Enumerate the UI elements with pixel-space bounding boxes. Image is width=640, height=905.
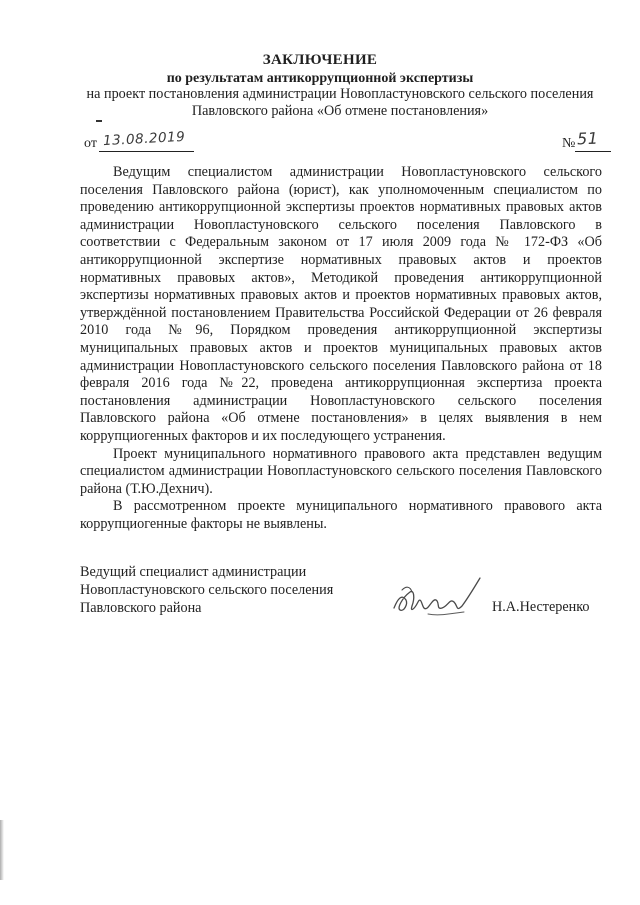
signer-position-line: Ведущий специалист администрации [80, 564, 307, 580]
scan-mark [96, 120, 102, 122]
handwritten-date: 13.08.2019 [102, 128, 186, 150]
signer-position [80, 564, 333, 617]
handwritten-number: 51 [577, 128, 600, 149]
number-field [562, 128, 611, 152]
document-title: ЗАКЛЮЧЕНИЕ [262, 52, 378, 68]
date-prefix: от [84, 136, 97, 151]
document-subtitle: по результатам антикоррупционной экспертизы [166, 71, 474, 86]
paragraph-presented: Проект муниципального нормативного правового акта представлен ведущим специалистом администрации Новопластуновского сельского поселения Павловского района (Т.Ю.Дехнич). [80, 445, 602, 497]
handwritten-signature [388, 568, 488, 624]
signer-position-line: Павловского района [80, 599, 202, 616]
signer-name: Н.А.Нестеренко [492, 599, 590, 615]
project-description: на проект постановления администрации Новопластуновского сельского поселения Павловского района «Об отмене постановления» [86, 86, 594, 119]
signer-position-line: Новопластуновского сельского поселения [80, 581, 334, 598]
date-field [84, 128, 194, 152]
number-prefix: № [562, 136, 576, 151]
document-body [80, 164, 602, 533]
paragraph-conclusion: В рассмотренном проекте муниципального нормативного правового акта коррупциогенные факторы не выявлены. [80, 498, 602, 532]
scan-edge-shadow [0, 820, 4, 880]
date-line [99, 128, 194, 152]
paragraph-expertise: Ведущим специалистом администрации Новопластуновского сельского поселения Павловского района (юрист), как уполномоченным специалистом по проведению антикоррупционной экспертизы проектов нормативных правовых актов администрации Новопластуновского сельского поселения Павловского в соответствии с Федеральным законом от 17 июля 2009 года № 172-ФЗ «Об антикоррупционной экспертизе нормативных правовых актов и проектов нормативных правовых актов», Методикой проведения антикоррупционной экспертизы нормативных правовых актов и проектов нормативных правовых актов, утверждённой постановлением Правительства Российской Федерации от 26 февраля 2010 года №96, Порядком проведения антикоррупционной экспертизы муниципальных правовых актов и проектов муниципальных правовых актов администрации Новопластуновского сельского поселения Павловского района от 18 февраля 2016 года №22, проведена антикоррупционная экспертиза проекта постановления администрации Новопластуновского сельского поселения Павловского района «Об отмене постановления» в целях выявления в нем коррупциогенных факторов и их последующего устранения. [80, 164, 602, 444]
number-line [575, 128, 611, 152]
